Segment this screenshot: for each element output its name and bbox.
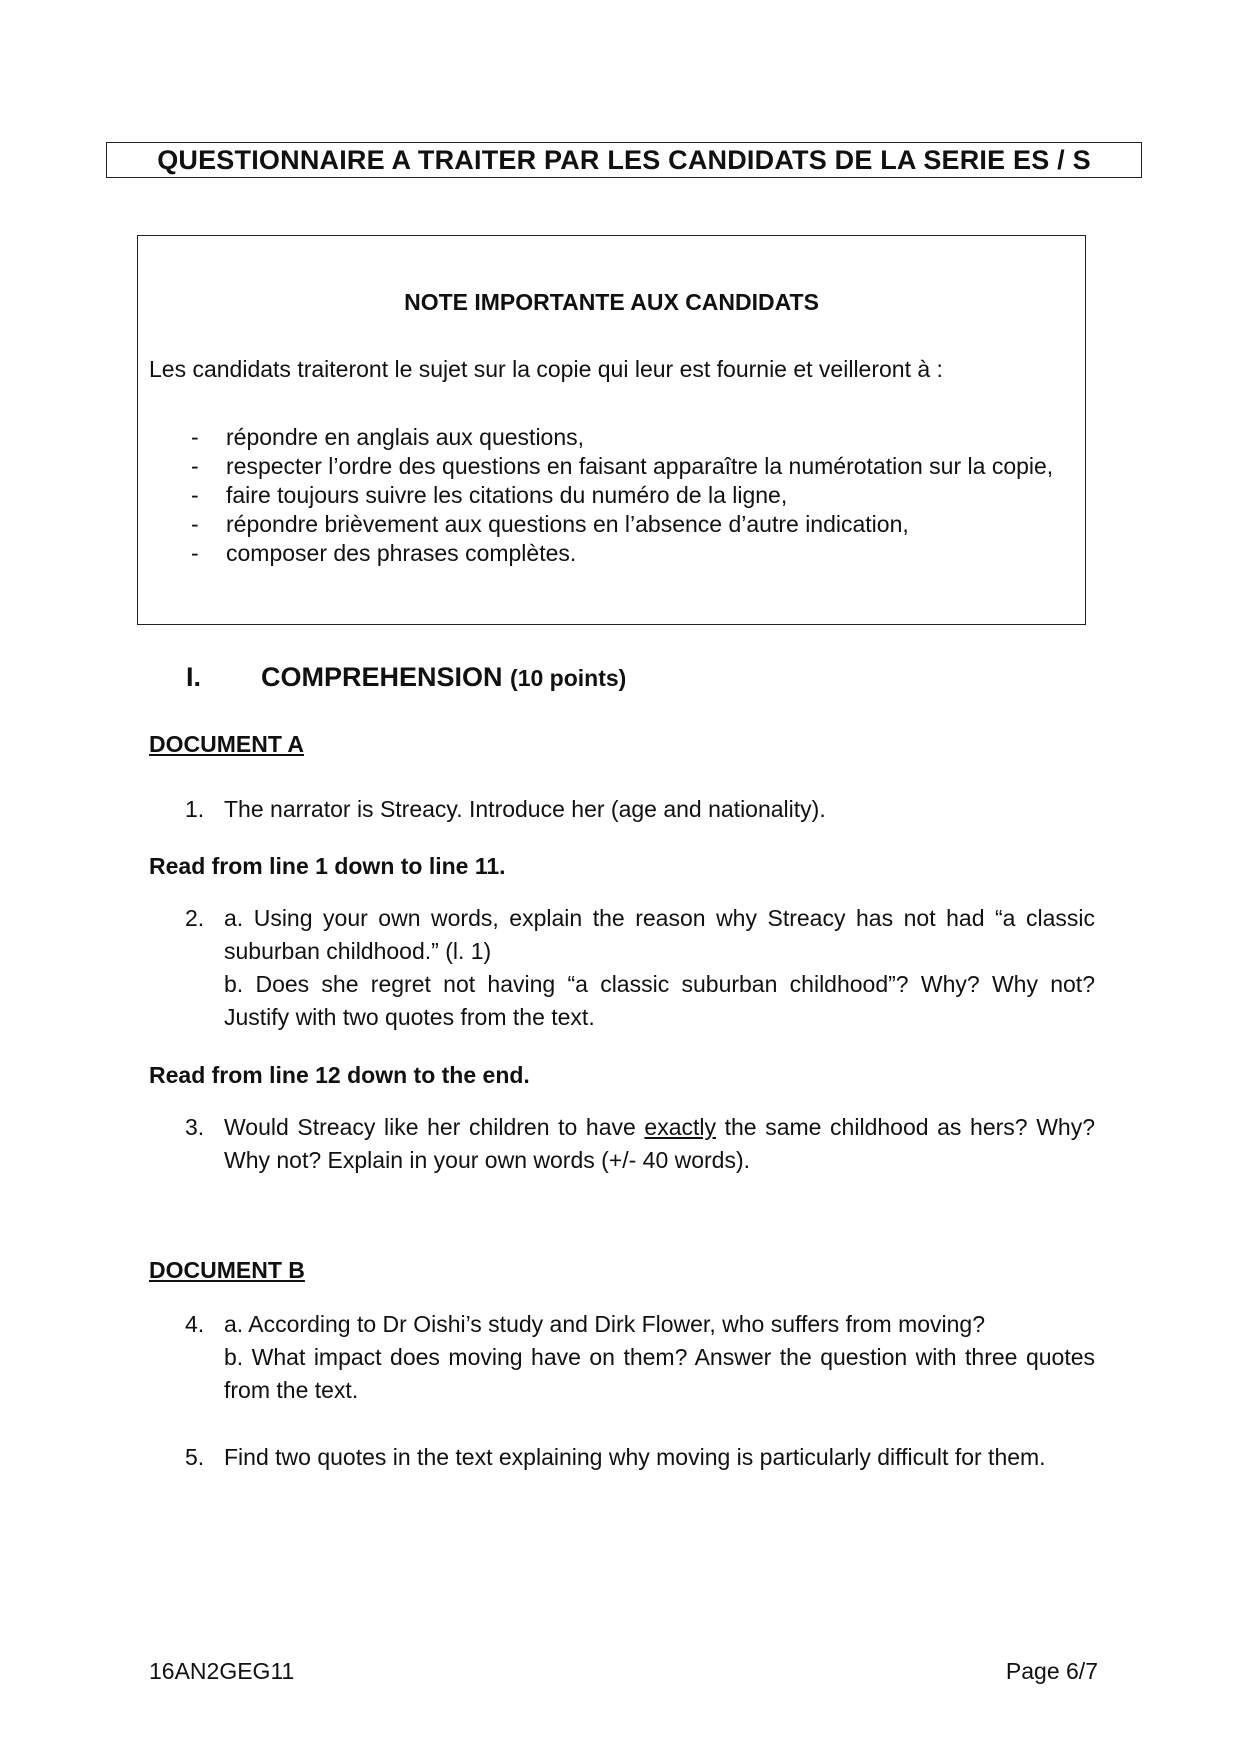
footer-page-number: Page 6/7 xyxy=(1005,1658,1098,1684)
document-a-heading: DOCUMENT A xyxy=(149,731,305,757)
question-3 xyxy=(185,1111,1095,1177)
emphasis: exactly xyxy=(644,1114,716,1140)
question-number: 3. xyxy=(185,1114,205,1140)
question-1 xyxy=(185,793,1095,826)
question-part-b: b. What impact does moving have on them? Answer the question with three quotes from the text. xyxy=(224,1344,1095,1403)
question-number: 2. xyxy=(185,905,205,931)
note-title: NOTE IMPORTANTE AUX CANDIDATS xyxy=(404,289,819,315)
question-text: Find two quotes in the text explaining why moving is particularly difficult for them. xyxy=(224,1444,1046,1470)
question-part-a: a. According to Dr Oishi’s study and Dirk Flower, who suffers from moving? xyxy=(224,1311,986,1337)
section-title: COMPREHENSION xyxy=(261,662,503,692)
question-number: 5. xyxy=(185,1444,205,1470)
note-list xyxy=(149,423,1069,568)
section-heading xyxy=(186,662,626,693)
list-item: - répondre brièvement aux questions en l’absence d’autre indication, xyxy=(191,511,909,537)
list-item: - faire toujours suivre les citations du numéro de la ligne, xyxy=(191,482,788,508)
question-part-b: b. Does she regret not having “a classic suburban childhood”? Why? Why not? Justify with two quotes from the text. xyxy=(224,971,1095,1030)
list-item: - composer des phrases complètes. xyxy=(191,540,577,566)
question-5 xyxy=(185,1441,1095,1474)
section-number: I. xyxy=(186,662,202,692)
question-text: The narrator is Streacy. Introduce her (age and nationality). xyxy=(224,796,826,822)
footer-code: 16AN2GEG11 xyxy=(149,1658,295,1684)
note-intro: Les candidats traiteront le sujet sur la copie qui leur est fournie et veilleront à : xyxy=(149,356,943,382)
list-item: - respecter l’ordre des questions en faisant apparaître la numérotation sur la copie, xyxy=(191,453,1054,479)
document-b-heading: DOCUMENT B xyxy=(149,1257,305,1283)
section-points: (10 points) xyxy=(510,665,627,691)
question-number: 1. xyxy=(185,796,205,822)
read-instruction-2: Read from line 12 down to the end. xyxy=(149,1062,530,1088)
read-instruction-1: Read from line 1 down to line 11. xyxy=(149,853,506,879)
list-item: - répondre en anglais aux questions, xyxy=(191,424,585,450)
question-number: 4. xyxy=(185,1311,205,1337)
page-title: QUESTIONNAIRE A TRAITER PAR LES CANDIDATS DE LA SERIE ES / S xyxy=(106,142,1142,178)
question-2 xyxy=(185,902,1095,1034)
question-text: Would Streacy like her children to have exactly the same childhood as hers? Why? Why not? Explain in your own words (+/- 40 words). xyxy=(224,1114,1095,1173)
question-4 xyxy=(185,1308,1095,1407)
question-part-a: a. Using your own words, explain the reason why Streacy has not had “a classic suburban childhood.” (l. 1) xyxy=(224,905,1095,964)
note-box xyxy=(137,235,1086,625)
